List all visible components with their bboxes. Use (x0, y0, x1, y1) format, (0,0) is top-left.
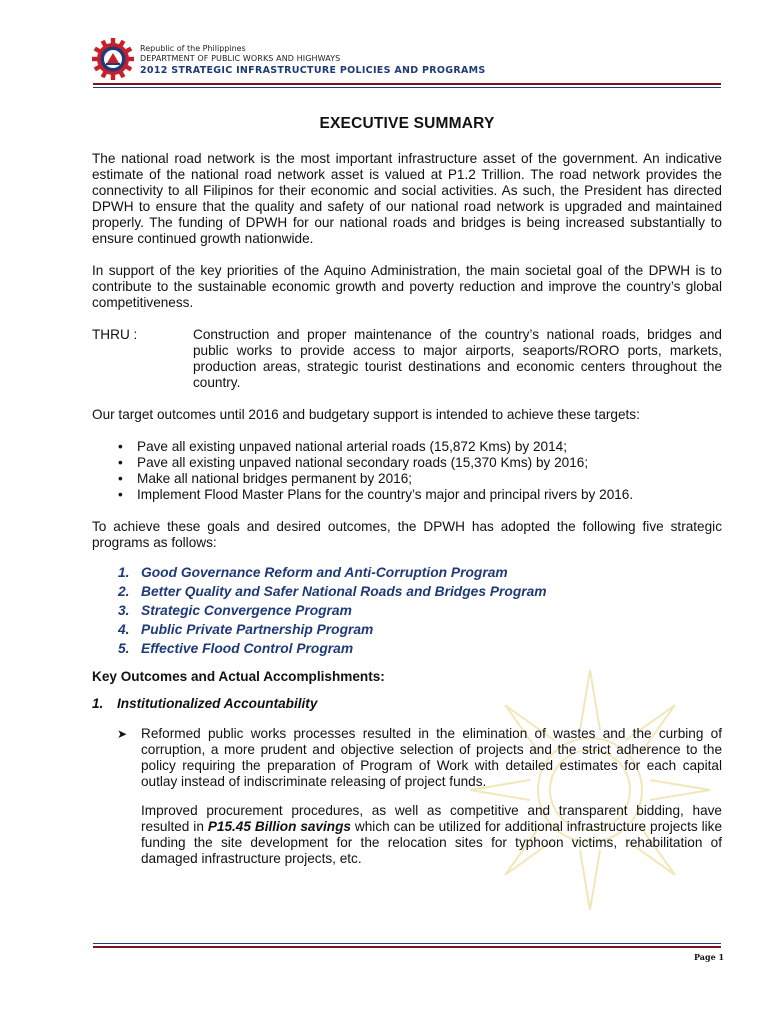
header-republic: Republic of the Philippines (140, 44, 246, 53)
header-department: DEPARTMENT OF PUBLIC WORKS AND HIGHWAYS (140, 54, 341, 63)
savings-highlight: P15.45 Billion savings (207, 819, 351, 834)
header-report-title: 2012 STRATEGIC INFRASTRUCTURE POLICIES AND PROGRAMS (140, 65, 486, 76)
section-number: 1. (92, 696, 104, 711)
program-item (118, 563, 722, 582)
section-heading (92, 696, 722, 712)
program-number: 3. (118, 603, 130, 618)
program-item (118, 639, 722, 658)
list-item: • Pave all existing unpaved national secondary roads (15,370 Kms) by 2016; (118, 455, 722, 471)
list-item: • Pave all existing unpaved national arterial roads (15,872 Kms) by 2014; (118, 439, 722, 455)
program-item (118, 620, 722, 639)
thru-text: Construction and proper maintenance of the country’s national roads, bridges and public works to provide access to major airports, seaports/RORO ports, markets, production areas, strategic tourist destinations and economic centers throughout the country. (193, 327, 722, 390)
footer-rule-blue (93, 943, 721, 944)
document-body (92, 116, 722, 883)
program-number: 5. (118, 641, 130, 656)
program-label: Better Quality and Safer National Roads and Bridges Program (141, 584, 547, 599)
program-label: Public Private Partnership Program (141, 622, 374, 637)
targets-intro: Our target outcomes until 2016 and budgetary support is intended to achieve these targets: (92, 407, 640, 422)
program-number: 2. (118, 584, 130, 599)
header-rule-red (93, 83, 721, 85)
programs-intro: To achieve these goals and desired outcomes, the DPWH has adopted the following five strategic programs as follows: (92, 519, 722, 550)
program-item (118, 582, 722, 601)
programs-list (92, 563, 722, 658)
thru-block (92, 327, 722, 391)
document-header (140, 44, 486, 77)
targets-list (92, 439, 722, 503)
program-label: Good Governance Reform and Anti-Corruption Program (141, 565, 508, 580)
arrow-bullet-item (117, 726, 722, 790)
page-title: EXECUTIVE SUMMARY (319, 115, 495, 132)
footer-rule-red (93, 946, 721, 948)
program-item (118, 601, 722, 620)
intro-paragraph: The national road network is the most important infrastructure asset of the government. An indicative estimate of the national road network asset is valued at P1.2 Trillion. The road network provides the connectivity to all Filipinos for their economic and social activities. As such, the President has directed DPWH to ensure that the quality and safety of our national road network is upgraded and maintained properly. The funding of DPWH for our national roads and bridges is being increased substantially to ensure continued growth nationwide. (92, 151, 722, 246)
header-rule-blue (93, 87, 721, 88)
reform-text: Reformed public works processes resulted in the elimination of wastes and the curbing of corruption, a more prudent and objective selection of projects and the strict adherence to the policy requiring the preparation of Program of Work with detailed estimates for each capital outlay instead of indiscriminate releasing of project funds. (141, 726, 722, 789)
procurement-text-start: Improved procurement procedures, as well as competitive and transparent bidding, have resulted in (141, 803, 722, 834)
program-number: 4. (118, 622, 130, 637)
section-title: Institutionalized Accountability (117, 696, 318, 711)
thru-label: THRU : (92, 327, 138, 342)
program-number: 1. (118, 565, 130, 580)
arrow-bullet-icon: ➤ (117, 727, 128, 741)
procurement-text-end: which can be utilized for additional infrastructure projects like funding the site development for the relocation sites for typhoon victims, rehabilitation of damaged infrastructure projects, etc. (141, 819, 723, 866)
list-item: • Implement Flood Master Plans for the country’s major and principal rivers by 2016. (118, 487, 722, 503)
support-paragraph: In support of the key priorities of the Aquino Administration, the main societal goal of the DPWH is to contribute to the sustainable economic growth and poverty reduction and improve the country’s global competitiveness. (92, 263, 722, 310)
program-label: Effective Flood Control Program (141, 641, 354, 656)
dpwh-seal-icon (91, 37, 135, 81)
key-outcomes-heading: Key Outcomes and Actual Accomplishments: (92, 669, 385, 684)
list-item: • Make all national bridges permanent by 2016; (118, 471, 722, 487)
procurement-paragraph (141, 803, 722, 867)
page-number: Page 1 (694, 952, 725, 962)
program-label: Strategic Convergence Program (141, 603, 352, 618)
